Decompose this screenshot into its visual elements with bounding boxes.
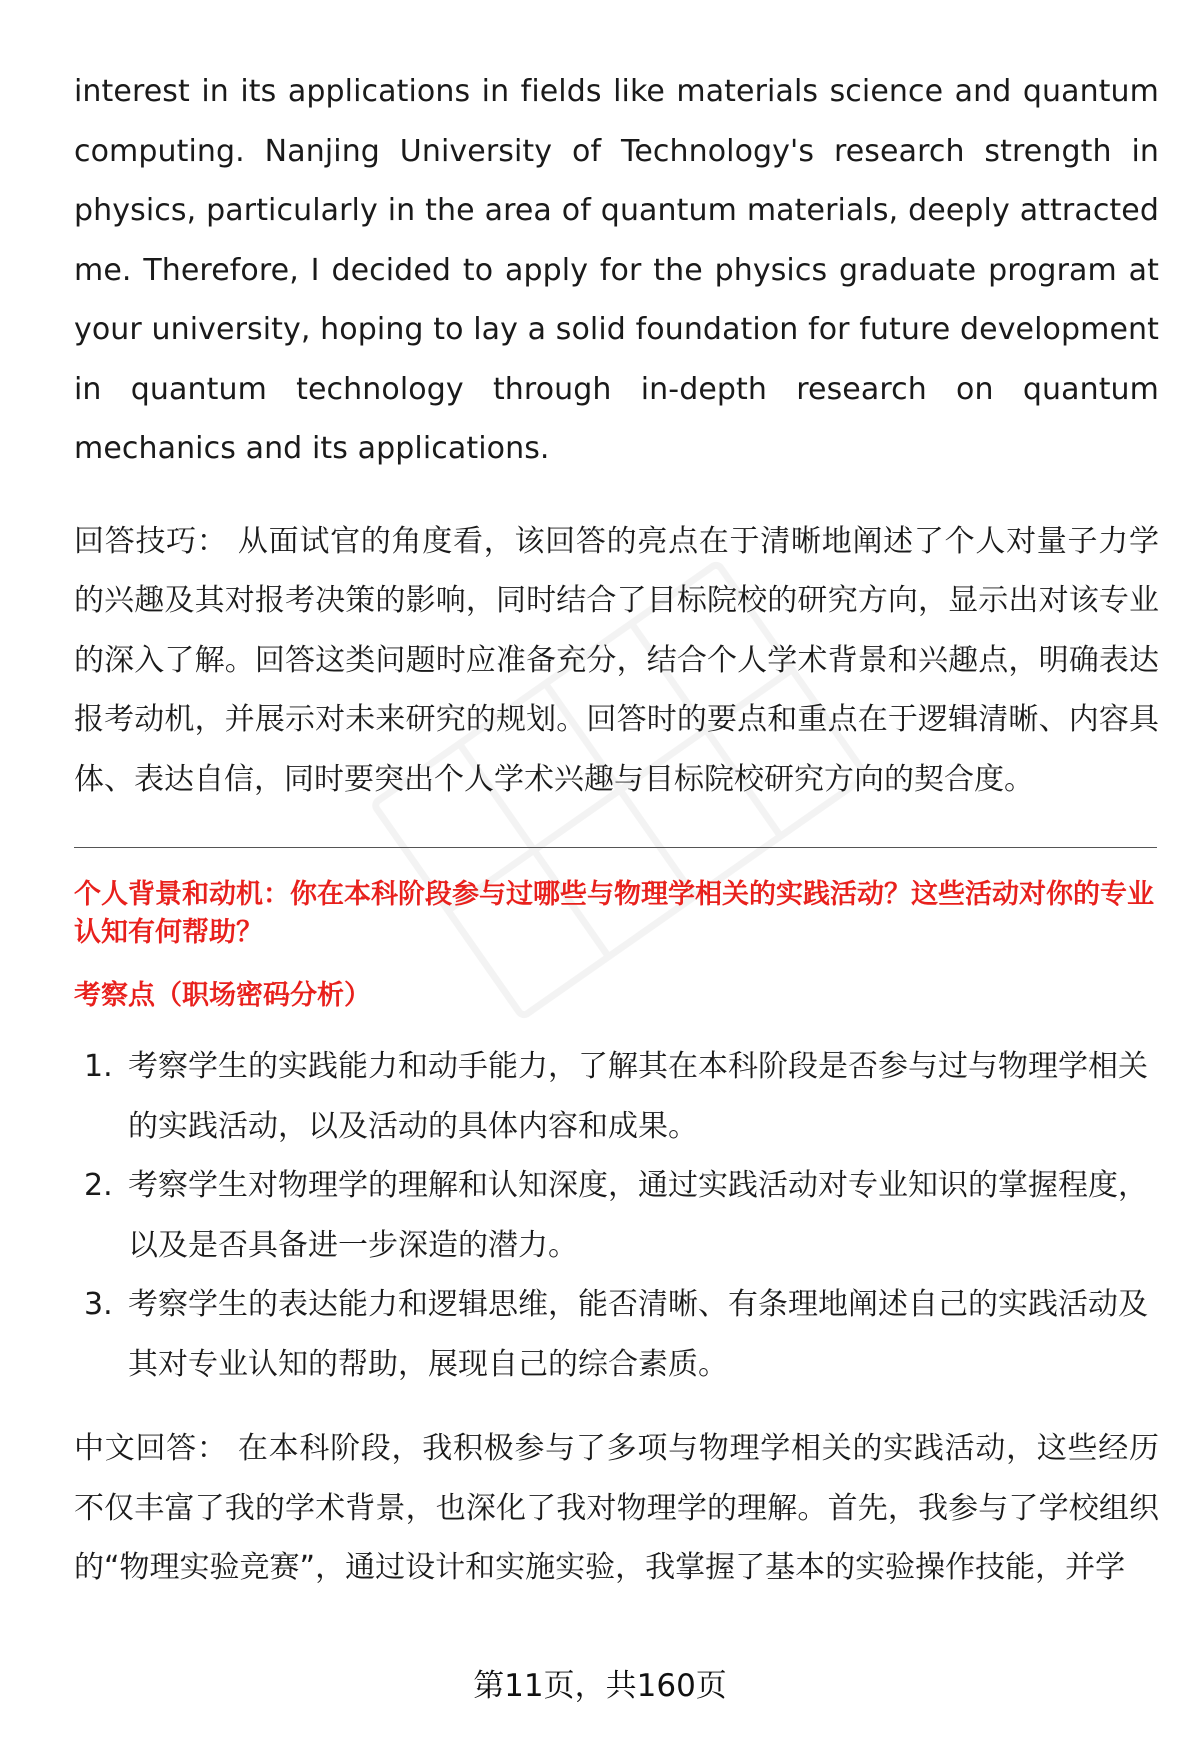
chinese-answer-paragraph: 中文回答： 在本科阶段，我积极参与了多项与物理学相关的实践活动，这些经历不仅丰富了我的学术背景，也深化了我对物理学的理解。首先，我参与了学校组织的“物理实验竞赛”，通过设计和实施实验，我掌握了基本的实验操作技能，并学	[74, 1431, 1159, 1585]
list-number: 1.	[84, 1049, 113, 1084]
list-number: 2.	[84, 1168, 113, 1203]
list-text: 考察学生对物理学的理解和认知深度，通过实践活动对专业知识的掌握程度，以及是否具备进一步深造的潜力。	[128, 1168, 1148, 1263]
list-item	[74, 1156, 1159, 1275]
answer-tip-paragraph: 回答技巧： 从面试官的角度看，该回答的亮点在于清晰地阐述了个人对量子力学的兴趣及其对报考决策的影响，同时结合了目标院校的研究方向，显示出对该专业的深入了解。回答这类问题时应准备充分，结合个人学术背景和兴趣点，明确表达报考动机，并展示对未来研究的规划。回答时的要点和重点在于逻辑清晰、内容具体、表达自信，同时要突出个人学术兴趣与目标院校研究方向的契合度。	[74, 523, 1159, 797]
list-item	[74, 1037, 1159, 1156]
list-number: 3.	[84, 1287, 113, 1322]
question-heading: 个人背景和动机：你在本科阶段参与过哪些与物理学相关的实践活动？这些活动对你的专业认知有何帮助？	[74, 879, 1154, 948]
list-item	[74, 1275, 1159, 1394]
section-divider	[74, 847, 1157, 848]
page-content	[74, 62, 1159, 1598]
assessment-heading: 考察点（职场密码分析）	[74, 980, 371, 1011]
intro-paragraph: interest in its applications in fields like materials science and quantum computing. Nanjing University of Technology's research strength in physics, particularly in the area of quantum materials, deeply attracted me. Therefore, I decided to apply for the physics graduate program at your university, hoping to lay a solid foundation for future development in quantum technology through in-depth research on quantum mechanics and its applications.	[74, 74, 1159, 466]
page-number-footer: 第11页，共160页	[473, 1668, 727, 1704]
list-text: 考察学生的实践能力和动手能力，了解其在本科阶段是否参与过与物理学相关的实践活动，以及活动的具体内容和成果。	[128, 1049, 1148, 1144]
list-text: 考察学生的表达能力和逻辑思维，能否清晰、有条理地阐述自己的实践活动及其对专业认知的帮助，展现自己的综合素质。	[128, 1287, 1148, 1382]
assessment-list	[74, 1037, 1159, 1394]
